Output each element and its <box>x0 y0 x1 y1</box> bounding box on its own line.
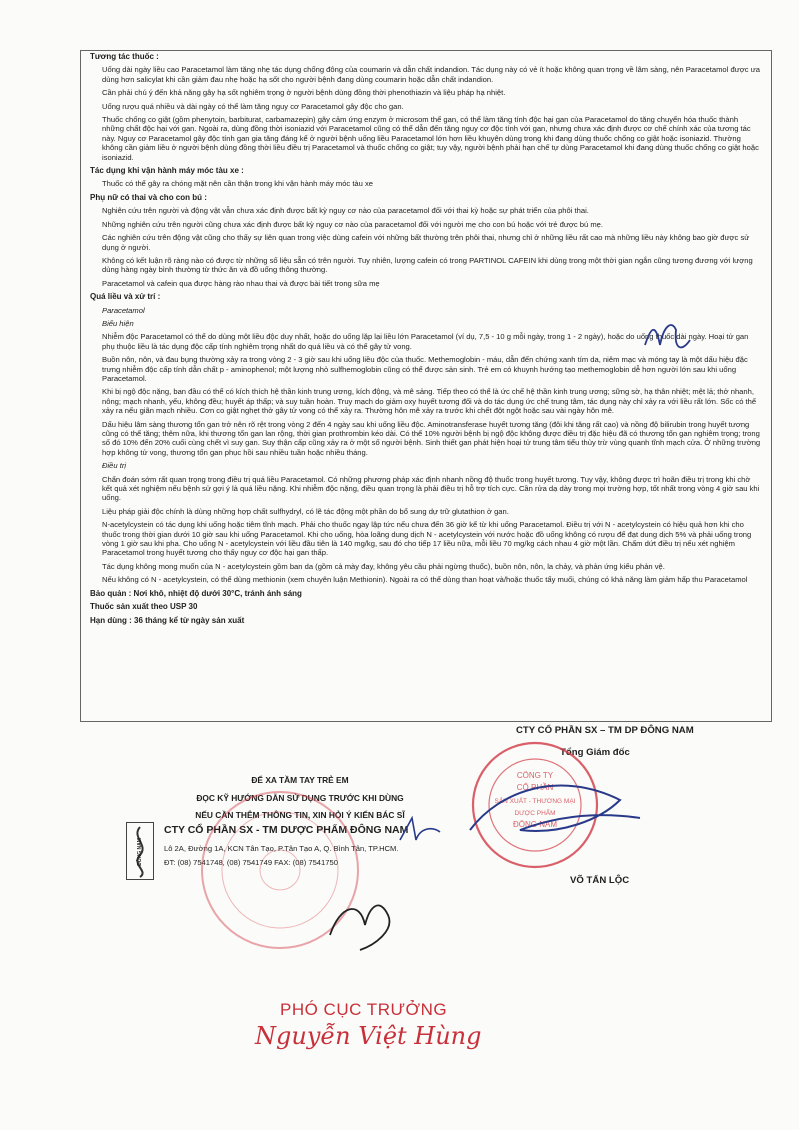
paragraph: Nhiễm độc Paracetamol có thể do dùng một liều độc duy nhất, hoặc do uống lặp lại liều lớn Paracetamol (ví dụ, 7,5 - 10 g mỗi ngày, trong 1 - 2 ngày), hoặc do uống thuốc dài ngày. Hoại tử gan phụ thuộc liều là tác dụng độc cấp tính nghiêm trọng nhất do quá liều và có thể gây tử vong. <box>102 332 749 351</box>
svg-text:SẢN XUẤT - THƯƠNG MẠI: SẢN XUẤT - THƯƠNG MẠI <box>494 798 576 805</box>
subheading: Biểu hiện <box>102 318 134 328</box>
paragraph: Liệu pháp giải độc chính là dùng những hợp chất sulfhydryl, có lẽ tác động một phần do bổ sung dự trữ glutathion ở gan. <box>102 506 509 516</box>
paragraph: Uống dài ngày liều cao Paracetamol làm tăng nhẹ tác dụng chống đông của coumarin và dẫn chất indandion. Tác dụng này có vẻ ít hoặc không quan trọng về lâm sàng, nên Paracetamol được ưa dùng hơn salicylat khi cần giảm đau nhẹ hoặc hạ sốt cho người bệnh đang dùng coumarin hoặc dẫn chất indandion. <box>102 65 760 84</box>
official-name: Nguyễn Việt Hùng <box>255 1022 482 1050</box>
paragraph: Nghiên cứu trên người và động vật vẫn chưa xác định được bất kỳ nguy cơ nào của paracetamol đối với thai kỳ hoặc sự phát triển của phôi thai. <box>102 206 589 216</box>
section-title-driving: Tác dụng khi vận hành máy móc tàu xe : <box>90 166 244 176</box>
margin-initials-icon <box>645 325 690 347</box>
paragraph: Uống rượu quá nhiều và dài ngày có thể làm tăng nguy cơ Paracetamol gây độc cho gan. <box>102 101 404 111</box>
initials-signature-icon <box>400 818 440 840</box>
section-title-pregnancy: Phụ nữ có thai và cho con bú : <box>90 192 207 202</box>
signatory-title: Tổng Giám đốc <box>560 747 630 758</box>
paragraph: Tác dụng không mong muốn của N - acetylcystein gồm ban da (gồm cả mày đay, không yêu cầu phải ngừng thuốc), buồn nôn, nôn, la chảy, và phản ứng kiểu phản vệ. <box>102 561 665 571</box>
paragraph: Thuốc có thể gây ra chóng mặt nên cần thận trong khi vận hành máy móc tàu xe <box>102 179 374 189</box>
paragraph: Những nghiên cứu trên người cũng chưa xác định được bất kỳ nguy cơ nào của paracetamol đối với người mẹ cho con bú hoặc với trẻ được bú mẹ. <box>102 219 604 229</box>
svg-text:CỔ PHẦN: CỔ PHẦN <box>516 783 554 792</box>
svg-text:ĐÔNG NAM: ĐÔNG NAM <box>513 820 557 829</box>
paragraph: Cần phải chú ý đến khả năng gây hạ sốt nghiêm trọng ở người bệnh dùng đồng thời phenothiazin và liệu pháp hạ nhiệt. <box>102 88 506 98</box>
warning-children: ĐỂ XA TẦM TAY TRẺ EM <box>251 775 349 785</box>
logo-text: ĐÔNG NAM <box>137 838 143 866</box>
svg-text:CÔNG TY: CÔNG TY <box>516 771 554 780</box>
section-title-interactions: Tương tác thuốc : <box>90 52 159 61</box>
paragraph: Buồn nôn, nôn, và đau bụng thường xảy ra trong vòng 2 - 3 giờ sau khi uống liều độc của thuốc. Methemoglobin - máu, dẫn đến chứng xanh tím da, niêm mạc và móng tay là một dấu hiệu đặc trưng nhiễm độc cấp tính dẫn chất p - aminophenol; một lượng nhỏ sulfhemoglobin cũng có thể được sản sinh. Trẻ em có khuynh hướng tạo methemoglobin dễ hơn người lớn sau khi uống Paracetamol. <box>102 355 748 383</box>
section-title-overdose: Quá liều và xử trí : <box>90 292 161 302</box>
company-name: CTY CỔ PHẦN SX - TM DƯỢC PHẨM ĐÔNG NAM <box>164 824 409 836</box>
paragraph: Dấu hiệu lâm sàng thương tổn gan trở nên rõ rệt trong vòng 2 đến 4 ngày sau khi uống liều độc. Aminotransferase huyết tương tăng (đôi khi tăng rất cao) và nồng độ bilirubin trong huyết tương cũng có thể tăng; thêm nữa, khi thương tổn gan lan rộng, thời gian prothrombin kéo dài. Có thể 10% người bệnh bị ngộ độc không được điều trị đặc hiệu đã có thương tổn gan nghiêm trọng; trong số đó 10% đến 20% cuối cùng chết vì suy gan. Suy thận cấp cũng xảy ra ở một số người bệnh. Sinh thiết gan phát hiện hoại tử trung tâm tiểu thùy trừ vùng quanh tĩnh mạch cửa. Ở những trường hợp không tử vong, thương tổn gan phục hồi sau nhiều tuần hoặc nhiều tháng. <box>102 419 761 457</box>
paragraph: Paracetamol và cafein qua được hàng rào nhau thai và được bài tiết trong sữa mẹ <box>102 278 380 288</box>
paragraph: Thuốc chống co giật (gồm phenytoin, barbiturat, carbamazepin) gây cảm ứng enzym ở microsom thể gan, có thể làm tăng tính độc hại gan của Paracetamol do tăng chuyển hóa thuốc thành những chất độc hại với gan. Ngoài ra, dùng đồng thời isoniazid với Paracetamol cũng có thể dẫn đến tăng nguy cơ độc tính với gan, nhưng chưa xác định được cơ chế chính xác của tương tác này. Nguy cơ Paracetamol gây độc tính gan gia tăng đáng kể ở người bệnh uống liều Paracetamol lớn hơn liều khuyên dùng trong khi đang dùng thuốc chống co giật hoặc isoniazid. Thường không cần giảm liều ở người bệnh dùng đồng thời liều điều trị Paracetamol và thuốc chống co giật; tuy vậy, người bệnh phải hạn chế tự dùng Paracetamol khi đang dùng thuốc chống co giật hoặc isoniazid. <box>102 115 759 162</box>
company-stamp-icon <box>473 743 597 867</box>
warning-read-instructions: ĐỌC KỸ HƯỚNG DẪN SỬ DỤNG TRƯỚC KHI DÙNG <box>196 793 404 803</box>
company-address: Lô 2A, Đường 1A, KCN Tân Tạo, P.Tân Tạo A, Q. Bình Tân, TP.HCM. <box>164 844 399 853</box>
official-title: PHÓ CỤC TRƯỞNG <box>280 1000 448 1019</box>
subheading: Điều trị <box>102 461 127 471</box>
official-signature-icon <box>330 905 389 950</box>
company-phone: ĐT: (08) 7541748, (08) 7541749 FAX: (08) 7541750 <box>164 858 338 867</box>
paragraph: Không có kết luận rõ ràng nào có được từ những số liệu sẵn có trên người. Tuy nhiên, lượng cafein có trong PARTINOL CAFEIN khi dùng trong một thời gian ngắn cũng tương đương với lượng dùng hàng ngày bình thường từ thức ăn và đồ uống thông thường. <box>102 255 753 275</box>
expiry-line: Hạn dùng : 36 tháng kể từ ngày sản xuất <box>90 615 245 625</box>
subheading: Paracetamol <box>102 305 145 315</box>
paragraph: Nếu không có N - acetylcystein, có thể dùng methionin (xem chuyên luận Methionin). Ngoài ra có thể dùng than hoạt và/hoặc thuốc tẩy muối, chúng có khả năng làm giảm hấp thu Paracetamol <box>102 575 748 585</box>
signatory-name: VÕ TẤN LỘC <box>570 875 630 886</box>
warning-consult-doctor: NẾU CẦN THÊM THÔNG TIN, XIN HỎI Ý KIẾN BÁC SĨ <box>195 810 405 820</box>
paragraph: Khi bị ngộ độc nặng, ban đầu có thể có kích thích hệ thần kinh trung ương, kích động, và mê sảng. Tiếp theo có thể là ức chế hệ thần kinh trung ương; sững sờ, hạ thân nhiệt; mệt lả; thở nhanh, nông; mạch nhanh, yếu, không đều; huyết áp thấp; và suy tuần hoàn. Truy mạch do giảm oxy huyết tương đối và do tác dụng ức chế trung tâm, tác dụng này chỉ xảy ra với liều rất lớn. Sốc có thể xảy ra nếu giãn mạch nhiều. Cơn co giật nghẹt thở gây tử vong có thể xảy ra. Thường hôn mê xảy ra trước khi chết đột ngột hoặc sau vài ngày hôn mê. <box>102 387 757 416</box>
svg-text:DƯỢC PHẨM: DƯỢC PHẨM <box>514 810 556 817</box>
signatory-company: CTY CỔ PHẦN SX – TM DP ĐÔNG NAM <box>516 725 694 736</box>
standard-line: Thuốc sản xuất theo USP 30 <box>90 602 198 612</box>
storage-line: Bảo quản : Nơi khô, nhiệt độ dưới 30°C, tránh ánh sáng <box>90 588 302 598</box>
paragraph: N-acetylcystein có tác dụng khi uống hoặc tiêm tĩnh mạch. Phải cho thuốc ngay lập tức nếu chưa đến 36 giờ kể từ khi uống Paracetamol. Điều trị với N - acetylcystein có hiệu quả hơn khi cho thuốc trong thời gian dưới 10 giờ sau khi uống Paracetamol. Khi cho uống, hòa loãng dung dịch N - acetylcystein với nước hoặc đồ uống không có rượu để đạt dung dịch 5% và phải uống trong vòng 1 giờ sau khi pha. Cho uống N - acetylcystein với liều đầu tiên là 140 mg/kg, sau đó cho tiếp 17 liều nữa, mỗi liều 70 mg/kg cách nhau 4 giờ một lần. Chấm dứt điều trị nếu xét nghiệm Paracetamol trong huyết tương cho thấy nguy cơ độc hại gan thấp. <box>102 520 752 558</box>
paragraph: Chẩn đoán sớm rất quan trọng trong điều trị quá liều Paracetamol. Có những phương pháp xác định nhanh nồng độ thuốc trong huyết tương. Tuy vậy, không được trì hoãn điều trị trong khi chờ kết quả xét nghiệm nếu bệnh sử gợi ý là quá liều nặng. Khi nhiễm độc nặng, điều quan trọng là phải điều trị hỗ trợ tích cực. Cần rửa dạ dày trong mọi trường hợp, tốt nhất trong vòng 4 giờ sau khi uống. <box>102 474 760 503</box>
paragraph: Các nghiên cứu trên động vật cũng cho thấy sự liên quan trong việc dùng cafein với những bất thường trên phôi thai, nhưng chỉ ở những liều rất cao mà những liều này không bao giờ được sử dụng ở người. <box>102 233 750 252</box>
